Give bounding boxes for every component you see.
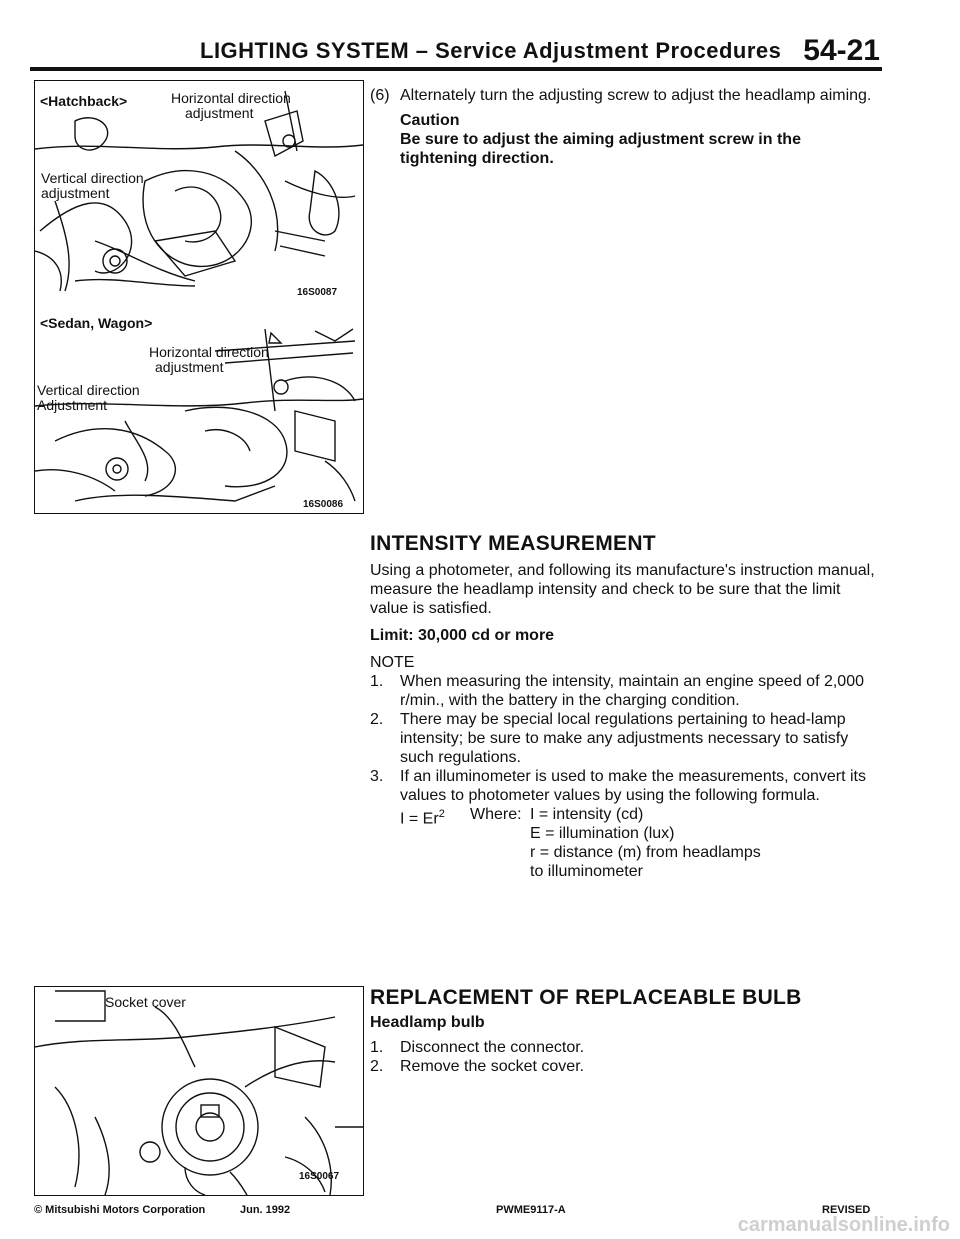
replacement-step-number: 1.: [370, 1039, 384, 1056]
caution-text: Be sure to adjust the aiming adjustment screw in the tightening direction.: [400, 131, 801, 167]
formula-definition: r = distance (m) from headlamps: [530, 844, 761, 861]
note-item: [370, 710, 882, 767]
intensity-intro: Using a photometer, and following its manufacture's instruction manual, measure the headlamp intensity and check to be sure that the limit value is satisfied.: [370, 562, 875, 617]
page-number: 54-21: [803, 34, 880, 67]
replacement-step-text: Remove the socket cover.: [400, 1058, 585, 1075]
note-number: 1.: [370, 673, 384, 690]
headlamp-adjustment-figure: [34, 80, 364, 514]
hatchback-figure-code: 16S0087: [297, 287, 338, 298]
formula-definition: E = illumination (lux): [530, 825, 675, 842]
formula-block: [370, 805, 882, 885]
replacement-step: [370, 1038, 882, 1057]
intensity-heading: INTENSITY MEASUREMENT: [370, 532, 656, 555]
replacement-step-text: Disconnect the connector.: [400, 1039, 585, 1056]
replacement-subheading: Headlamp bulb: [370, 1014, 485, 1031]
formula-exponent: 2: [438, 808, 445, 820]
hatchback-vertical-label: Vertical direction: [41, 170, 144, 186]
caution-title: Caution: [400, 112, 460, 129]
note-item: [370, 672, 882, 710]
sedan-vertical-label-2: Adjustment: [37, 397, 108, 413]
replacement-step-number: 2.: [370, 1058, 384, 1075]
footer-copyright: © Mitsubishi Motors Corporation: [34, 1204, 206, 1216]
formula-where: Where:: [470, 806, 522, 823]
section-title: LIGHTING SYSTEM – Service Adjustment Procedures: [200, 38, 782, 63]
sedan-heading: <Sedan, Wagon>: [40, 315, 153, 331]
replacement-section: [370, 988, 882, 1076]
intensity-section: [370, 534, 882, 885]
note-item: [370, 767, 882, 805]
adjustment-step-6: [370, 86, 882, 168]
step-number: (6): [370, 87, 390, 104]
replacement-heading: REPLACEMENT OF REPLACEABLE BULB: [370, 986, 802, 1009]
socket-cover-label: Socket cover: [105, 994, 186, 1010]
formula-lhs: I = Er: [400, 810, 439, 828]
replacement-step: [370, 1057, 882, 1076]
socket-cover-figure: [34, 986, 364, 1196]
hatchback-heading: <Hatchback>: [40, 93, 128, 109]
sedan-horizontal-label-2: adjustment: [155, 359, 224, 375]
note-number: 3.: [370, 768, 384, 785]
formula: [400, 805, 445, 828]
socket-figure-code: 16S0067: [299, 1171, 340, 1182]
hatchback-vertical-label-2: adjustment: [41, 185, 110, 201]
footer-code: PWME9117-A: [496, 1204, 566, 1216]
step-text: Alternately turn the adjusting screw to adjust the headlamp aiming.: [400, 87, 872, 104]
intensity-limit: Limit: 30,000 cd or more: [370, 627, 555, 644]
formula-definition: I = intensity (cd): [530, 806, 644, 823]
hatchback-horizontal-label-2: adjustment: [185, 105, 254, 121]
footer-status: REVISED: [822, 1204, 871, 1216]
note-text: There may be special local regulations pertaining to head-lamp intensity; be sure to make any adjustments necessary to satisfy such regulations.: [400, 711, 849, 766]
headlamp-bulb-illustration: [35, 987, 363, 1195]
sedan-vertical-label: Vertical direction: [37, 382, 140, 398]
sedan-figure-code: 16S0086: [303, 499, 344, 510]
watermark: carmanualsonline.info: [737, 1214, 950, 1236]
sedan-horizontal-label: Horizontal direction: [149, 344, 269, 360]
note-text: When measuring the intensity, maintain an engine speed of 2,000 r/min., with the battery in the charging condition.: [400, 673, 864, 709]
footer-date: Jun. 1992: [240, 1204, 291, 1216]
note-number: 2.: [370, 711, 384, 728]
header-rule: [30, 67, 882, 71]
note-title: NOTE: [370, 654, 415, 671]
hatchback-horizontal-label: Horizontal direction: [171, 90, 291, 106]
formula-definition: to illuminometer: [530, 863, 643, 880]
note-text: If an illuminometer is used to make the measurements, convert its values to photometer values by using the following formula.: [400, 768, 866, 804]
